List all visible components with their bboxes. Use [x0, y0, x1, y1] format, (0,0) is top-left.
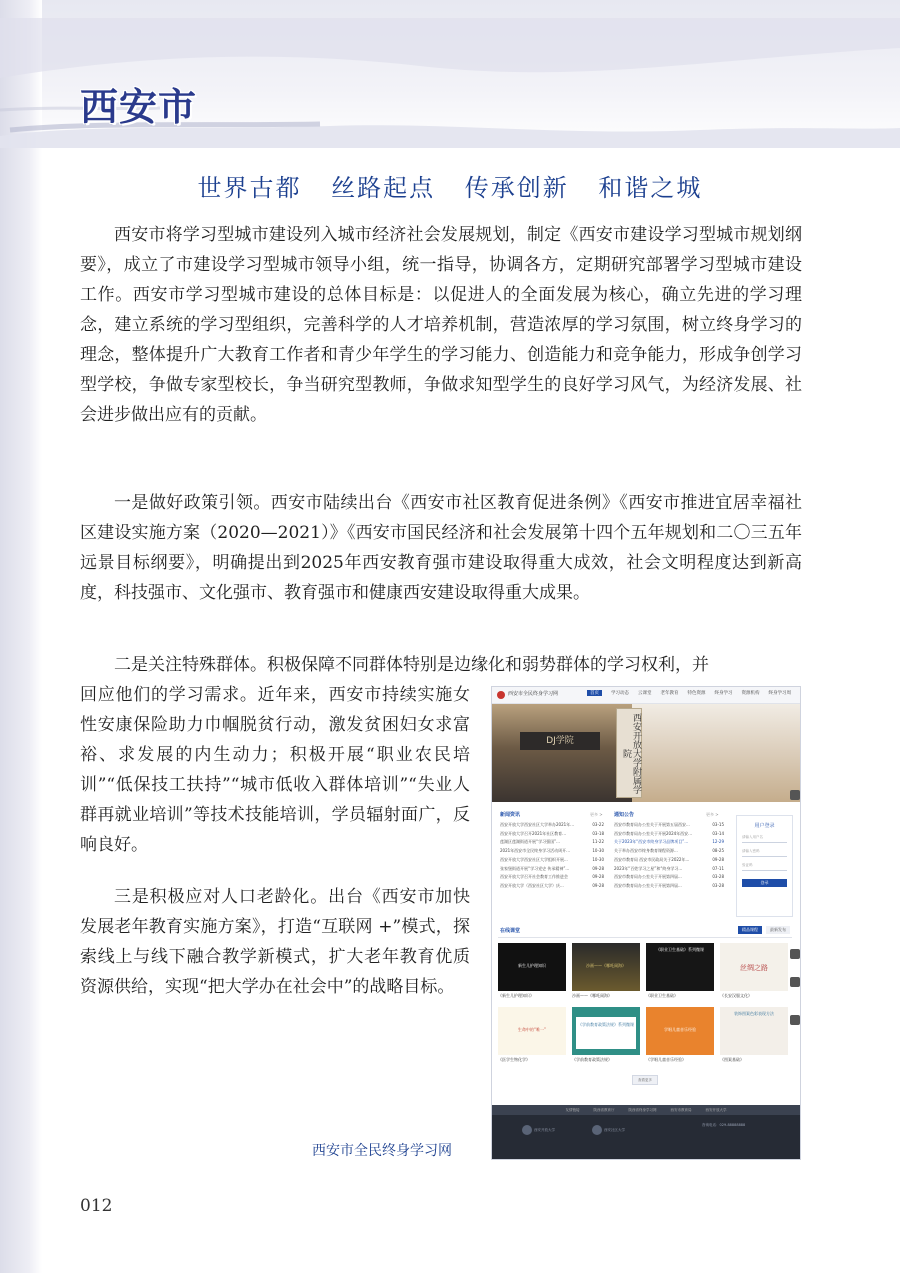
course-title[interactable]: 《图案基础》 — [720, 1057, 744, 1062]
side-float-icon[interactable] — [790, 977, 800, 987]
course-title[interactable]: 《长安汉服文化》 — [720, 993, 752, 998]
nav-item[interactable]: 资源机构 — [741, 691, 760, 696]
paragraph-intro: 西安市将学习型城市建设列入城市经济社会发展规划，制定《西安市建设学习型城市规划纲要》，成立了市建设学习型城市领导小组，统一指导，协调各方，定期研究部署学习型城市建设工作。西安市学习型城市建设的总体目标是：以促进人的全面发展为核心，确立先进的学习理念，建立系统的学习型组织，完善科学的人才培养机制，营造浓厚的学习氛围，树立终身学习的理念，整体提升广大教育工作者和青少年学生的学习能力、创造能力和竞争能力，形成争创学习型学校，争做专家型校长，争当研究型教师，争做求知型学生的良好学习风气，为经济发展、社会进步做出应有的贡献。 — [80, 225, 802, 425]
hero-photo-interior — [632, 704, 800, 802]
list-item[interactable]: 西安市教育局 西安市民政局关于2022年... 09-28 — [614, 856, 724, 862]
courses-bar — [498, 925, 792, 938]
news-title: 新闻资讯 — [500, 812, 521, 818]
nav-item[interactable]: 首页 — [587, 690, 602, 696]
footer-contact: 咨询电话：029-88888888 — [702, 1123, 746, 1127]
list-item[interactable]: 关于举办西安市终身教育课程资源... 08-25 — [614, 848, 724, 854]
tab-featured-courses[interactable]: 精品课程 — [738, 926, 762, 934]
list-item[interactable]: 莲湖区莲湖街道开展“学习强国”... 11-22 — [500, 839, 604, 845]
hero-tower-sign: 西安开放大学附属学院 — [616, 708, 642, 798]
list-item[interactable]: 西安开放大学西安社区大学举办2021年... 03-22 — [500, 822, 604, 827]
password-field[interactable]: 请输入密码 — [742, 849, 787, 857]
site-nav — [587, 690, 791, 696]
footer-link[interactable]: 陕西省教育厅 — [593, 1108, 615, 1112]
paragraph-policy: 一是做好政策引领。西安市陆续出台《西安市社区教育促进条例》《西安市推进宜居幸福社区建设实施方案（2020—2021）》《西安市国民经济和社会发展第十四个五年规划和二〇三五年远景目标纲要》，明确提出到2025年西安教育强市建设取得重大成效，社会文明程度达到新高度，科技强市、文化强市、教育强市和健康西安建设取得重大成果。 — [80, 493, 802, 603]
nav-item[interactable]: 终身学习周 — [768, 691, 791, 696]
course-thumbnail[interactable]: 沙画——《哪吒闹海》 — [572, 943, 640, 991]
site-header — [492, 687, 800, 704]
nav-item[interactable]: 云课堂 — [638, 691, 652, 696]
footer-link[interactable]: 西安开放大学 — [705, 1108, 727, 1112]
login-button[interactable]: 登录 — [742, 879, 787, 887]
city-title: 西安市 — [80, 85, 198, 129]
footer-org: 西安开放大学 — [534, 1128, 555, 1132]
course-title[interactable]: 《学前教育政策法规》 — [572, 1057, 612, 1062]
paragraph-groups-first-line: 二是关注特殊群体。积极保障不同群体特别是边缘化和弱势群体的学习权利，并 — [114, 655, 709, 675]
course-title[interactable]: 《职业卫生基础》 — [646, 993, 678, 998]
list-item[interactable]: 西安市教育局办公室关于开展2024年西安... 03-14 — [614, 830, 724, 836]
course-title[interactable]: 《新生儿护理知识》 — [498, 993, 534, 998]
username-field[interactable]: 请输入用户名 — [742, 835, 787, 843]
website-screenshot — [491, 686, 801, 1160]
captcha-field[interactable]: 验证码 — [742, 863, 787, 871]
paragraph-groups: 回应他们的学习需求。近年来，西安市持续实施女性安康保险助力巾帼脱贫行动，激发贫困妇女求富裕、求发展的内生动力；积极开展“职业农民培训”“低保技工扶持”“城市低收入群体培训”“失业人群再就业培训”等技术技能培训，学员辐射面广，反响良好。 — [80, 685, 470, 855]
list-item[interactable]: 张家堡街道开展“学习党史 传承精神”... 09-28 — [500, 865, 604, 871]
course-thumbnail[interactable]: 学唱儿童音乐经验 — [646, 1007, 714, 1055]
hero-banner — [492, 704, 800, 802]
login-title: 用户登录 — [754, 823, 775, 829]
list-item[interactable]: 西安开放大学西安社区大学组织开展... 10-30 — [500, 856, 604, 862]
side-float-icon[interactable] — [790, 790, 800, 800]
footer-link[interactable]: 友情链接 — [565, 1108, 580, 1112]
more-courses-button[interactable]: 查看更多 — [632, 1075, 658, 1085]
footer-org: 西安社区大学 — [604, 1128, 625, 1132]
footer-link[interactable]: 陕西省终身学习网 — [628, 1108, 657, 1112]
course-thumbnail[interactable]: 新生儿护理知识 — [498, 943, 566, 991]
list-item[interactable]: 2023年“百姓学习之星”和“终身学习... 07-11 — [614, 865, 724, 871]
course-thumbnail[interactable]: 《职业卫生基础》系列微课 — [646, 943, 714, 991]
figure-caption: 西安市全民终身学习网 — [312, 1143, 452, 1159]
course-thumbnail[interactable]: 《学前教育政策法规》系列微课 — [572, 1007, 640, 1055]
nav-item[interactable]: 学习动态 — [611, 691, 629, 696]
notice-title: 通知公告 — [614, 812, 635, 818]
list-item[interactable]: 西安市教育局办公室关于开展第五届西安... 03-15 — [614, 822, 724, 827]
nav-item[interactable]: 老年教育 — [660, 691, 679, 696]
footer-links — [492, 1105, 800, 1115]
notice-more-link[interactable]: 更多 > — [706, 812, 719, 817]
slogan: 世界古都 丝路起点 传承创新 和谐之城 — [197, 174, 703, 202]
list-item[interactable]: 西安市教育局办公室关于开展第四届... 03-28 — [614, 882, 724, 888]
hero-sign: DJ学院 — [520, 732, 600, 750]
course-thumbnail[interactable]: 丝绸之路 — [720, 943, 788, 991]
paragraph-aging: 三是积极应对人口老龄化。出台《西安市加快发展老年教育实施方案》，打造“互联网 +”模式，探索线上与线下融合教学新模式，扩大老年教育优质资源供给，实现“把大学办在社会中”的战略目标。 — [80, 887, 470, 997]
list-item[interactable]: 西安开放大学召开社会教育工作推进会 09-28 — [500, 874, 604, 880]
site-name: 西安市全民终身学习网 — [508, 691, 559, 697]
login-panel — [736, 815, 793, 917]
course-thumbnail[interactable]: 生命中的“唯一” — [498, 1007, 566, 1055]
site-footer — [492, 1115, 800, 1159]
list-item[interactable]: 西安开放大学召开2021年社区教育... 03-18 — [500, 830, 604, 836]
site-logo-icon — [497, 691, 505, 699]
hero-photo-building — [492, 704, 632, 802]
list-item[interactable]: 2021年西安市全民终身学习活动周开... 10-30 — [500, 848, 604, 854]
notice-list — [614, 821, 724, 891]
page-number: 012 — [80, 1196, 113, 1216]
course-title[interactable]: 沙画——《哪吒闹海》 — [572, 993, 612, 998]
footer-logo-icon — [592, 1125, 602, 1135]
left-margin-band — [0, 0, 42, 1273]
footer-link[interactable]: 西安市教育局 — [670, 1108, 692, 1112]
nav-item[interactable]: 特色资源 — [687, 691, 706, 696]
side-float-icon[interactable] — [790, 949, 800, 959]
course-title[interactable]: 《医学生物化学》 — [498, 1057, 530, 1062]
news-list — [500, 821, 604, 891]
footer-logo-icon — [522, 1125, 532, 1135]
list-item[interactable]: 关于2023年“西安市终身学习品牌项目”... 12-29 — [614, 839, 724, 845]
course-title[interactable]: 《学唱儿童音乐经验》 — [646, 1057, 686, 1062]
nav-item[interactable]: 终身学习 — [714, 691, 733, 696]
courses-title: 在线课堂 — [500, 928, 521, 934]
tab-latest-courses[interactable]: 最新发布 — [766, 926, 790, 934]
news-more-link[interactable]: 更多 > — [590, 812, 603, 817]
list-item[interactable]: 西安市教育局办公室关于开展第四届... 03-28 — [614, 874, 724, 880]
side-float-icon[interactable] — [790, 1015, 800, 1025]
course-thumbnail[interactable]: 装饰图案色彩表现方法 — [720, 1007, 788, 1055]
list-item[interactable]: 西安开放大学（西安社区大学）庆... 09-28 — [500, 882, 604, 888]
